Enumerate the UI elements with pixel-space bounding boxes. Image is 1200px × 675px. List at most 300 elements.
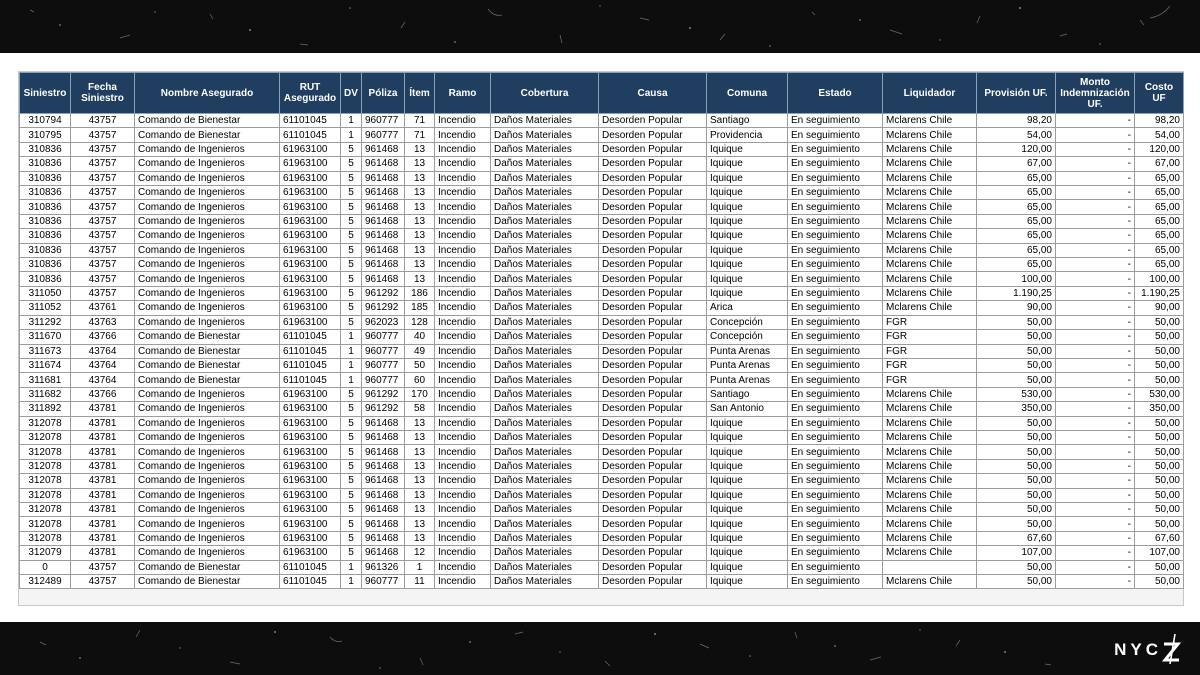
- table-row[interactable]: [20, 128, 1184, 142]
- cell-monto-indemnizacion-uf[interactable]: -: [1056, 531, 1135, 545]
- table-row[interactable]: [20, 430, 1184, 444]
- cell-ramo[interactable]: Incendio: [435, 531, 491, 545]
- cell-comuna[interactable]: Punta Arenas: [707, 344, 788, 358]
- cell-provision-uf[interactable]: 65,00: [977, 229, 1056, 243]
- col-header-costo-uf[interactable]: Costo UF: [1135, 73, 1184, 114]
- cell-siniestro[interactable]: 310836: [20, 229, 71, 243]
- cell-cobertura[interactable]: Daños Materiales: [491, 114, 599, 128]
- table-row[interactable]: [20, 301, 1184, 315]
- cell-ramo[interactable]: Incendio: [435, 114, 491, 128]
- cell-dv[interactable]: 1: [341, 128, 362, 142]
- cell-ramo[interactable]: Incendio: [435, 186, 491, 200]
- cell-ramo[interactable]: Incendio: [435, 445, 491, 459]
- cell-provision-uf[interactable]: 50,00: [977, 315, 1056, 329]
- cell-cobertura[interactable]: Daños Materiales: [491, 488, 599, 502]
- cell-cobertura[interactable]: Daños Materiales: [491, 416, 599, 430]
- cell-poliza[interactable]: 961468: [362, 200, 405, 214]
- cell-rut[interactable]: 61963100: [280, 229, 341, 243]
- cell-provision-uf[interactable]: 90,00: [977, 301, 1056, 315]
- cell-poliza[interactable]: 960777: [362, 330, 405, 344]
- cell-dv[interactable]: 1: [341, 373, 362, 387]
- cell-item[interactable]: 13: [405, 200, 435, 214]
- cell-monto-indemnizacion-uf[interactable]: -: [1056, 128, 1135, 142]
- cell-fecha[interactable]: 43764: [71, 373, 135, 387]
- cell-poliza[interactable]: 961468: [362, 546, 405, 560]
- cell-ramo[interactable]: Incendio: [435, 258, 491, 272]
- cell-causa[interactable]: Desorden Popular: [599, 416, 707, 430]
- cell-comuna[interactable]: Iquique: [707, 531, 788, 545]
- cell-monto-indemnizacion-uf[interactable]: -: [1056, 358, 1135, 372]
- cell-causa[interactable]: Desorden Popular: [599, 546, 707, 560]
- cell-causa[interactable]: Desorden Popular: [599, 531, 707, 545]
- table-row[interactable]: [20, 229, 1184, 243]
- cell-estado[interactable]: En seguimiento: [788, 474, 883, 488]
- cell-item[interactable]: 58: [405, 402, 435, 416]
- cell-comuna[interactable]: Iquique: [707, 258, 788, 272]
- cell-estado[interactable]: En seguimiento: [788, 459, 883, 473]
- cell-costo-uf[interactable]: 65,00: [1135, 200, 1184, 214]
- cell-causa[interactable]: Desorden Popular: [599, 114, 707, 128]
- cell-dv[interactable]: 5: [341, 142, 362, 156]
- cell-monto-indemnizacion-uf[interactable]: -: [1056, 258, 1135, 272]
- cell-poliza[interactable]: 961468: [362, 488, 405, 502]
- cell-cobertura[interactable]: Daños Materiales: [491, 502, 599, 516]
- cell-rut[interactable]: 61963100: [280, 301, 341, 315]
- cell-nombre-asegurado[interactable]: Comando de Bienestar: [135, 560, 280, 574]
- cell-causa[interactable]: Desorden Popular: [599, 272, 707, 286]
- cell-nombre-asegurado[interactable]: Comando de Ingenieros: [135, 517, 280, 531]
- cell-fecha[interactable]: 43757: [71, 229, 135, 243]
- cell-costo-uf[interactable]: 50,00: [1135, 358, 1184, 372]
- cell-poliza[interactable]: 961468: [362, 474, 405, 488]
- table-row[interactable]: [20, 373, 1184, 387]
- cell-monto-indemnizacion-uf[interactable]: -: [1056, 445, 1135, 459]
- cell-estado[interactable]: En seguimiento: [788, 330, 883, 344]
- table-row[interactable]: [20, 214, 1184, 228]
- cell-provision-uf[interactable]: 65,00: [977, 200, 1056, 214]
- cell-causa[interactable]: Desorden Popular: [599, 157, 707, 171]
- cell-fecha[interactable]: 43757: [71, 142, 135, 156]
- cell-fecha[interactable]: 43781: [71, 517, 135, 531]
- cell-causa[interactable]: Desorden Popular: [599, 243, 707, 257]
- cell-nombre-asegurado[interactable]: Comando de Bienestar: [135, 575, 280, 589]
- cell-liquidador[interactable]: Mclarens Chile: [883, 575, 977, 589]
- col-header-siniestro[interactable]: Siniestro: [20, 73, 71, 114]
- cell-comuna[interactable]: Iquique: [707, 214, 788, 228]
- cell-causa[interactable]: Desorden Popular: [599, 445, 707, 459]
- cell-costo-uf[interactable]: 50,00: [1135, 459, 1184, 473]
- cell-rut[interactable]: 61963100: [280, 459, 341, 473]
- cell-ramo[interactable]: Incendio: [435, 459, 491, 473]
- cell-costo-uf[interactable]: 67,00: [1135, 157, 1184, 171]
- col-header-fecha-siniestro[interactable]: Fecha Siniestro: [71, 73, 135, 114]
- cell-nombre-asegurado[interactable]: Comando de Ingenieros: [135, 445, 280, 459]
- table-row[interactable]: [20, 315, 1184, 329]
- cell-siniestro[interactable]: 310836: [20, 171, 71, 185]
- cell-provision-uf[interactable]: 65,00: [977, 186, 1056, 200]
- cell-item[interactable]: 13: [405, 171, 435, 185]
- cell-liquidador[interactable]: Mclarens Chile: [883, 531, 977, 545]
- cell-costo-uf[interactable]: 65,00: [1135, 243, 1184, 257]
- cell-ramo[interactable]: Incendio: [435, 517, 491, 531]
- cell-liquidador[interactable]: Mclarens Chile: [883, 546, 977, 560]
- cell-costo-uf[interactable]: 98,20: [1135, 114, 1184, 128]
- cell-provision-uf[interactable]: 350,00: [977, 402, 1056, 416]
- cell-siniestro[interactable]: 310795: [20, 128, 71, 142]
- cell-comuna[interactable]: Iquique: [707, 546, 788, 560]
- cell-estado[interactable]: En seguimiento: [788, 517, 883, 531]
- col-header-causa[interactable]: Causa: [599, 73, 707, 114]
- cell-item[interactable]: 13: [405, 502, 435, 516]
- cell-liquidador[interactable]: Mclarens Chile: [883, 517, 977, 531]
- cell-monto-indemnizacion-uf[interactable]: -: [1056, 157, 1135, 171]
- cell-rut[interactable]: 61101045: [280, 114, 341, 128]
- cell-poliza[interactable]: 960777: [362, 114, 405, 128]
- cell-fecha[interactable]: 43757: [71, 560, 135, 574]
- cell-estado[interactable]: En seguimiento: [788, 186, 883, 200]
- table-row[interactable]: [20, 445, 1184, 459]
- cell-costo-uf[interactable]: 50,00: [1135, 416, 1184, 430]
- cell-nombre-asegurado[interactable]: Comando de Ingenieros: [135, 229, 280, 243]
- cell-poliza[interactable]: 961292: [362, 286, 405, 300]
- cell-monto-indemnizacion-uf[interactable]: -: [1056, 474, 1135, 488]
- cell-dv[interactable]: 5: [341, 445, 362, 459]
- cell-siniestro[interactable]: 312078: [20, 416, 71, 430]
- cell-nombre-asegurado[interactable]: Comando de Ingenieros: [135, 200, 280, 214]
- cell-monto-indemnizacion-uf[interactable]: -: [1056, 330, 1135, 344]
- cell-monto-indemnizacion-uf[interactable]: -: [1056, 416, 1135, 430]
- cell-poliza[interactable]: 961468: [362, 243, 405, 257]
- cell-cobertura[interactable]: Daños Materiales: [491, 258, 599, 272]
- col-header-poliza[interactable]: Póliza: [362, 73, 405, 114]
- cell-comuna[interactable]: Iquique: [707, 243, 788, 257]
- cell-rut[interactable]: 61963100: [280, 387, 341, 401]
- cell-provision-uf[interactable]: 107,00: [977, 546, 1056, 560]
- cell-fecha[interactable]: 43781: [71, 474, 135, 488]
- cell-dv[interactable]: 5: [341, 258, 362, 272]
- cell-causa[interactable]: Desorden Popular: [599, 560, 707, 574]
- cell-monto-indemnizacion-uf[interactable]: -: [1056, 387, 1135, 401]
- cell-ramo[interactable]: Incendio: [435, 214, 491, 228]
- cell-dv[interactable]: 5: [341, 171, 362, 185]
- cell-rut[interactable]: 61101045: [280, 128, 341, 142]
- cell-rut[interactable]: 61963100: [280, 430, 341, 444]
- cell-liquidador[interactable]: Mclarens Chile: [883, 459, 977, 473]
- table-row[interactable]: [20, 186, 1184, 200]
- cell-cobertura[interactable]: Daños Materiales: [491, 157, 599, 171]
- cell-ramo[interactable]: Incendio: [435, 229, 491, 243]
- cell-siniestro[interactable]: 310836: [20, 186, 71, 200]
- cell-monto-indemnizacion-uf[interactable]: -: [1056, 243, 1135, 257]
- cell-poliza[interactable]: 961292: [362, 301, 405, 315]
- cell-rut[interactable]: 61963100: [280, 488, 341, 502]
- cell-fecha[interactable]: 43763: [71, 315, 135, 329]
- cell-liquidador[interactable]: Mclarens Chile: [883, 402, 977, 416]
- cell-cobertura[interactable]: Daños Materiales: [491, 186, 599, 200]
- cell-nombre-asegurado[interactable]: Comando de Ingenieros: [135, 387, 280, 401]
- cell-causa[interactable]: Desorden Popular: [599, 258, 707, 272]
- cell-fecha[interactable]: 43781: [71, 488, 135, 502]
- cell-liquidador[interactable]: Mclarens Chile: [883, 157, 977, 171]
- cell-monto-indemnizacion-uf[interactable]: -: [1056, 114, 1135, 128]
- cell-comuna[interactable]: Iquique: [707, 286, 788, 300]
- cell-monto-indemnizacion-uf[interactable]: -: [1056, 575, 1135, 589]
- cell-nombre-asegurado[interactable]: Comando de Bienestar: [135, 330, 280, 344]
- cell-fecha[interactable]: 43781: [71, 445, 135, 459]
- cell-siniestro[interactable]: 310836: [20, 142, 71, 156]
- cell-cobertura[interactable]: Daños Materiales: [491, 344, 599, 358]
- cell-provision-uf[interactable]: 50,00: [977, 517, 1056, 531]
- cell-rut[interactable]: 61963100: [280, 286, 341, 300]
- cell-cobertura[interactable]: Daños Materiales: [491, 373, 599, 387]
- cell-causa[interactable]: Desorden Popular: [599, 142, 707, 156]
- cell-cobertura[interactable]: Daños Materiales: [491, 171, 599, 185]
- cell-nombre-asegurado[interactable]: Comando de Ingenieros: [135, 142, 280, 156]
- cell-poliza[interactable]: 960777: [362, 575, 405, 589]
- cell-poliza[interactable]: 961326: [362, 560, 405, 574]
- cell-costo-uf[interactable]: 530,00: [1135, 387, 1184, 401]
- cell-estado[interactable]: En seguimiento: [788, 229, 883, 243]
- table-row[interactable]: [20, 358, 1184, 372]
- cell-comuna[interactable]: Punta Arenas: [707, 358, 788, 372]
- cell-poliza[interactable]: 961468: [362, 459, 405, 473]
- cell-nombre-asegurado[interactable]: Comando de Ingenieros: [135, 171, 280, 185]
- cell-costo-uf[interactable]: 50,00: [1135, 517, 1184, 531]
- cell-nombre-asegurado[interactable]: Comando de Ingenieros: [135, 214, 280, 228]
- cell-causa[interactable]: Desorden Popular: [599, 186, 707, 200]
- cell-costo-uf[interactable]: 50,00: [1135, 488, 1184, 502]
- cell-costo-uf[interactable]: 50,00: [1135, 474, 1184, 488]
- cell-comuna[interactable]: Iquique: [707, 430, 788, 444]
- cell-comuna[interactable]: Iquique: [707, 272, 788, 286]
- cell-monto-indemnizacion-uf[interactable]: -: [1056, 430, 1135, 444]
- cell-monto-indemnizacion-uf[interactable]: -: [1056, 560, 1135, 574]
- cell-fecha[interactable]: 43757: [71, 171, 135, 185]
- table-row[interactable]: [20, 330, 1184, 344]
- cell-monto-indemnizacion-uf[interactable]: -: [1056, 142, 1135, 156]
- cell-comuna[interactable]: Santiago: [707, 387, 788, 401]
- cell-cobertura[interactable]: Daños Materiales: [491, 430, 599, 444]
- cell-fecha[interactable]: 43764: [71, 344, 135, 358]
- col-header-monto-indemnizacion-uf[interactable]: Monto Indemnización UF.: [1056, 73, 1135, 114]
- cell-cobertura[interactable]: Daños Materiales: [491, 459, 599, 473]
- cell-costo-uf[interactable]: 65,00: [1135, 171, 1184, 185]
- cell-fecha[interactable]: 43781: [71, 430, 135, 444]
- cell-ramo[interactable]: Incendio: [435, 128, 491, 142]
- cell-cobertura[interactable]: Daños Materiales: [491, 402, 599, 416]
- cell-provision-uf[interactable]: 67,60: [977, 531, 1056, 545]
- cell-dv[interactable]: 1: [341, 358, 362, 372]
- cell-monto-indemnizacion-uf[interactable]: -: [1056, 301, 1135, 315]
- cell-liquidador[interactable]: Mclarens Chile: [883, 416, 977, 430]
- cell-rut[interactable]: 61101045: [280, 373, 341, 387]
- cell-item[interactable]: 13: [405, 214, 435, 228]
- cell-dv[interactable]: 5: [341, 186, 362, 200]
- cell-dv[interactable]: 5: [341, 229, 362, 243]
- cell-cobertura[interactable]: Daños Materiales: [491, 286, 599, 300]
- table-row[interactable]: [20, 474, 1184, 488]
- cell-provision-uf[interactable]: 100,00: [977, 272, 1056, 286]
- cell-comuna[interactable]: Iquique: [707, 171, 788, 185]
- cell-causa[interactable]: Desorden Popular: [599, 171, 707, 185]
- cell-siniestro[interactable]: 310836: [20, 272, 71, 286]
- cell-provision-uf[interactable]: 65,00: [977, 258, 1056, 272]
- cell-nombre-asegurado[interactable]: Comando de Ingenieros: [135, 416, 280, 430]
- cell-item[interactable]: 185: [405, 301, 435, 315]
- cell-rut[interactable]: 61963100: [280, 546, 341, 560]
- cell-nombre-asegurado[interactable]: Comando de Ingenieros: [135, 546, 280, 560]
- cell-costo-uf[interactable]: 90,00: [1135, 301, 1184, 315]
- cell-liquidador[interactable]: Mclarens Chile: [883, 430, 977, 444]
- cell-item[interactable]: 40: [405, 330, 435, 344]
- cell-rut[interactable]: 61963100: [280, 474, 341, 488]
- cell-dv[interactable]: 5: [341, 430, 362, 444]
- cell-monto-indemnizacion-uf[interactable]: -: [1056, 517, 1135, 531]
- cell-causa[interactable]: Desorden Popular: [599, 128, 707, 142]
- cell-estado[interactable]: En seguimiento: [788, 243, 883, 257]
- table-row[interactable]: [20, 502, 1184, 516]
- cell-costo-uf[interactable]: 65,00: [1135, 258, 1184, 272]
- cell-fecha[interactable]: 43757: [71, 128, 135, 142]
- cell-siniestro[interactable]: 311673: [20, 344, 71, 358]
- cell-poliza[interactable]: 961468: [362, 531, 405, 545]
- cell-provision-uf[interactable]: 50,00: [977, 445, 1056, 459]
- cell-fecha[interactable]: 43757: [71, 200, 135, 214]
- cell-item[interactable]: 13: [405, 531, 435, 545]
- cell-comuna[interactable]: Iquique: [707, 416, 788, 430]
- cell-item[interactable]: 13: [405, 416, 435, 430]
- cell-liquidador[interactable]: FGR: [883, 373, 977, 387]
- cell-estado[interactable]: En seguimiento: [788, 373, 883, 387]
- cell-causa[interactable]: Desorden Popular: [599, 474, 707, 488]
- cell-dv[interactable]: 1: [341, 330, 362, 344]
- cell-poliza[interactable]: 960777: [362, 373, 405, 387]
- cell-estado[interactable]: En seguimiento: [788, 171, 883, 185]
- cell-item[interactable]: 49: [405, 344, 435, 358]
- col-header-nombre-asegurado[interactable]: Nombre Asegurado: [135, 73, 280, 114]
- cell-ramo[interactable]: Incendio: [435, 546, 491, 560]
- cell-costo-uf[interactable]: 65,00: [1135, 214, 1184, 228]
- cell-provision-uf[interactable]: 65,00: [977, 171, 1056, 185]
- cell-siniestro[interactable]: 312489: [20, 575, 71, 589]
- cell-comuna[interactable]: Concepción: [707, 330, 788, 344]
- cell-monto-indemnizacion-uf[interactable]: -: [1056, 171, 1135, 185]
- cell-rut[interactable]: 61963100: [280, 517, 341, 531]
- cell-cobertura[interactable]: Daños Materiales: [491, 517, 599, 531]
- col-header-item[interactable]: Ítem: [405, 73, 435, 114]
- cell-cobertura[interactable]: Daños Materiales: [491, 272, 599, 286]
- cell-item[interactable]: 50: [405, 358, 435, 372]
- cell-causa[interactable]: Desorden Popular: [599, 459, 707, 473]
- cell-nombre-asegurado[interactable]: Comando de Ingenieros: [135, 502, 280, 516]
- cell-liquidador[interactable]: Mclarens Chile: [883, 502, 977, 516]
- cell-provision-uf[interactable]: 65,00: [977, 243, 1056, 257]
- cell-causa[interactable]: Desorden Popular: [599, 575, 707, 589]
- cell-siniestro[interactable]: 311050: [20, 286, 71, 300]
- cell-liquidador[interactable]: Mclarens Chile: [883, 229, 977, 243]
- cell-ramo[interactable]: Incendio: [435, 416, 491, 430]
- cell-rut[interactable]: 61101045: [280, 330, 341, 344]
- cell-liquidador[interactable]: Mclarens Chile: [883, 142, 977, 156]
- cell-poliza[interactable]: 961468: [362, 445, 405, 459]
- cell-poliza[interactable]: 961468: [362, 186, 405, 200]
- cell-item[interactable]: 170: [405, 387, 435, 401]
- cell-causa[interactable]: Desorden Popular: [599, 301, 707, 315]
- table-row[interactable]: [20, 171, 1184, 185]
- cell-provision-uf[interactable]: 50,00: [977, 430, 1056, 444]
- cell-dv[interactable]: 1: [341, 575, 362, 589]
- cell-provision-uf[interactable]: 50,00: [977, 502, 1056, 516]
- cell-comuna[interactable]: Providencia: [707, 128, 788, 142]
- cell-ramo[interactable]: Incendio: [435, 200, 491, 214]
- cell-item[interactable]: 13: [405, 445, 435, 459]
- cell-costo-uf[interactable]: 67,60: [1135, 531, 1184, 545]
- cell-fecha[interactable]: 43757: [71, 214, 135, 228]
- cell-rut[interactable]: 61101045: [280, 358, 341, 372]
- cell-liquidador[interactable]: Mclarens Chile: [883, 488, 977, 502]
- table-row[interactable]: [20, 258, 1184, 272]
- cell-siniestro[interactable]: 312078: [20, 502, 71, 516]
- cell-causa[interactable]: Desorden Popular: [599, 344, 707, 358]
- cell-cobertura[interactable]: Daños Materiales: [491, 142, 599, 156]
- cell-dv[interactable]: 5: [341, 531, 362, 545]
- cell-monto-indemnizacion-uf[interactable]: -: [1056, 502, 1135, 516]
- cell-nombre-asegurado[interactable]: Comando de Ingenieros: [135, 474, 280, 488]
- cell-provision-uf[interactable]: 50,00: [977, 459, 1056, 473]
- cell-siniestro[interactable]: 311052: [20, 301, 71, 315]
- cell-dv[interactable]: 5: [341, 474, 362, 488]
- cell-item[interactable]: 13: [405, 157, 435, 171]
- cell-siniestro[interactable]: 311670: [20, 330, 71, 344]
- cell-causa[interactable]: Desorden Popular: [599, 330, 707, 344]
- cell-poliza[interactable]: 961468: [362, 416, 405, 430]
- cell-rut[interactable]: 61963100: [280, 416, 341, 430]
- cell-ramo[interactable]: Incendio: [435, 402, 491, 416]
- cell-nombre-asegurado[interactable]: Comando de Ingenieros: [135, 186, 280, 200]
- cell-nombre-asegurado[interactable]: Comando de Bienestar: [135, 114, 280, 128]
- cell-cobertura[interactable]: Daños Materiales: [491, 315, 599, 329]
- cell-comuna[interactable]: Iquique: [707, 517, 788, 531]
- cell-comuna[interactable]: Iquique: [707, 488, 788, 502]
- cell-cobertura[interactable]: Daños Materiales: [491, 546, 599, 560]
- cell-fecha[interactable]: 43757: [71, 575, 135, 589]
- cell-fecha[interactable]: 43781: [71, 459, 135, 473]
- cell-ramo[interactable]: Incendio: [435, 142, 491, 156]
- cell-comuna[interactable]: Arica: [707, 301, 788, 315]
- cell-cobertura[interactable]: Daños Materiales: [491, 445, 599, 459]
- cell-liquidador[interactable]: Mclarens Chile: [883, 114, 977, 128]
- cell-item[interactable]: 186: [405, 286, 435, 300]
- cell-siniestro[interactable]: 310794: [20, 114, 71, 128]
- cell-comuna[interactable]: Iquique: [707, 200, 788, 214]
- cell-siniestro[interactable]: 311682: [20, 387, 71, 401]
- cell-poliza[interactable]: 961468: [362, 142, 405, 156]
- cell-siniestro[interactable]: 312078: [20, 445, 71, 459]
- cell-siniestro[interactable]: 312078: [20, 531, 71, 545]
- cell-comuna[interactable]: San Antonio: [707, 402, 788, 416]
- cell-rut[interactable]: 61963100: [280, 142, 341, 156]
- cell-siniestro[interactable]: 310836: [20, 200, 71, 214]
- cell-cobertura[interactable]: Daños Materiales: [491, 560, 599, 574]
- cell-comuna[interactable]: Concepción: [707, 315, 788, 329]
- cell-causa[interactable]: Desorden Popular: [599, 488, 707, 502]
- cell-rut[interactable]: 61963100: [280, 445, 341, 459]
- cell-dv[interactable]: 5: [341, 200, 362, 214]
- cell-comuna[interactable]: Iquique: [707, 459, 788, 473]
- cell-poliza[interactable]: 961468: [362, 502, 405, 516]
- cell-fecha[interactable]: 43764: [71, 358, 135, 372]
- cell-causa[interactable]: Desorden Popular: [599, 373, 707, 387]
